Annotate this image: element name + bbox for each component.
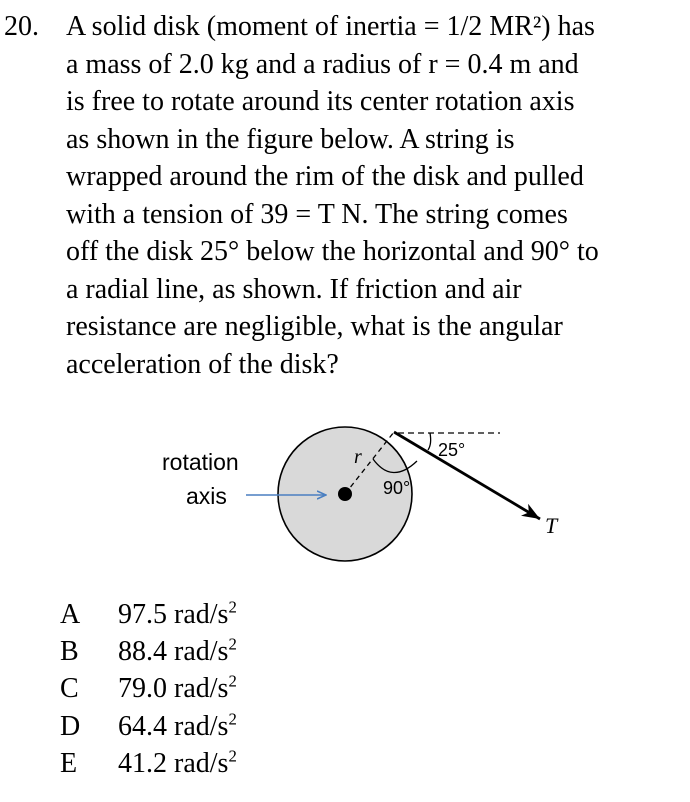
choice-value: 64.4 rad/$s^2$ (118, 709, 237, 742)
question-line: with a tension of 39 = T N. The string comes (66, 198, 568, 230)
question-line: wrapped around the rim of the disk and pulled (66, 161, 584, 192)
choice-a[interactable] (60, 596, 237, 633)
question-line: resistance are negligible, what is the angular (66, 311, 563, 342)
tension-label: T (545, 513, 558, 538)
question-line: is free to rotate around its center rotation axis (66, 86, 575, 117)
choice-letter: E (60, 747, 78, 779)
choice-value: 88.4 rad/$s^2$ (118, 634, 237, 667)
question-line: A solid disk (moment of inertia = 1/2 MR²) has (66, 11, 595, 42)
radius-label: r (354, 446, 362, 468)
tension-string (394, 432, 540, 519)
question-line: as shown in the figure below. A string is (66, 123, 515, 155)
question-line: off the disk 25° below the horizontal and 90° to (66, 236, 599, 267)
choice-letter: B (60, 635, 79, 667)
rotation-label: rotation (162, 449, 239, 475)
choice-c[interactable] (60, 671, 237, 708)
question-number: 20. (4, 11, 39, 42)
choice-e[interactable] (60, 745, 237, 782)
axis-label: axis (186, 483, 227, 509)
angle-25-label: 25° (438, 440, 466, 460)
question-line: a radial line, as shown. If friction and air (66, 273, 522, 305)
angle-25-arc (428, 433, 431, 450)
choice-value: 41.2 rad/$s^2$ (118, 746, 237, 779)
choice-letter: D (60, 710, 81, 742)
choice-value: 79.0 rad/$s^2$ (118, 671, 237, 705)
answer-choices (60, 596, 237, 782)
question-line: acceleration of the disk? (66, 348, 339, 380)
choice-b[interactable] (60, 633, 237, 670)
choice-value: 97.5 rad/$s^2$ (118, 597, 237, 630)
choice-letter: A (60, 598, 81, 630)
choice-letter: C (60, 673, 79, 705)
angle-90-label: 90° (383, 478, 411, 498)
question-line: a mass of 2.0 kg and a radius of r = 0.4 m and (66, 48, 579, 80)
choice-d[interactable] (60, 708, 237, 745)
